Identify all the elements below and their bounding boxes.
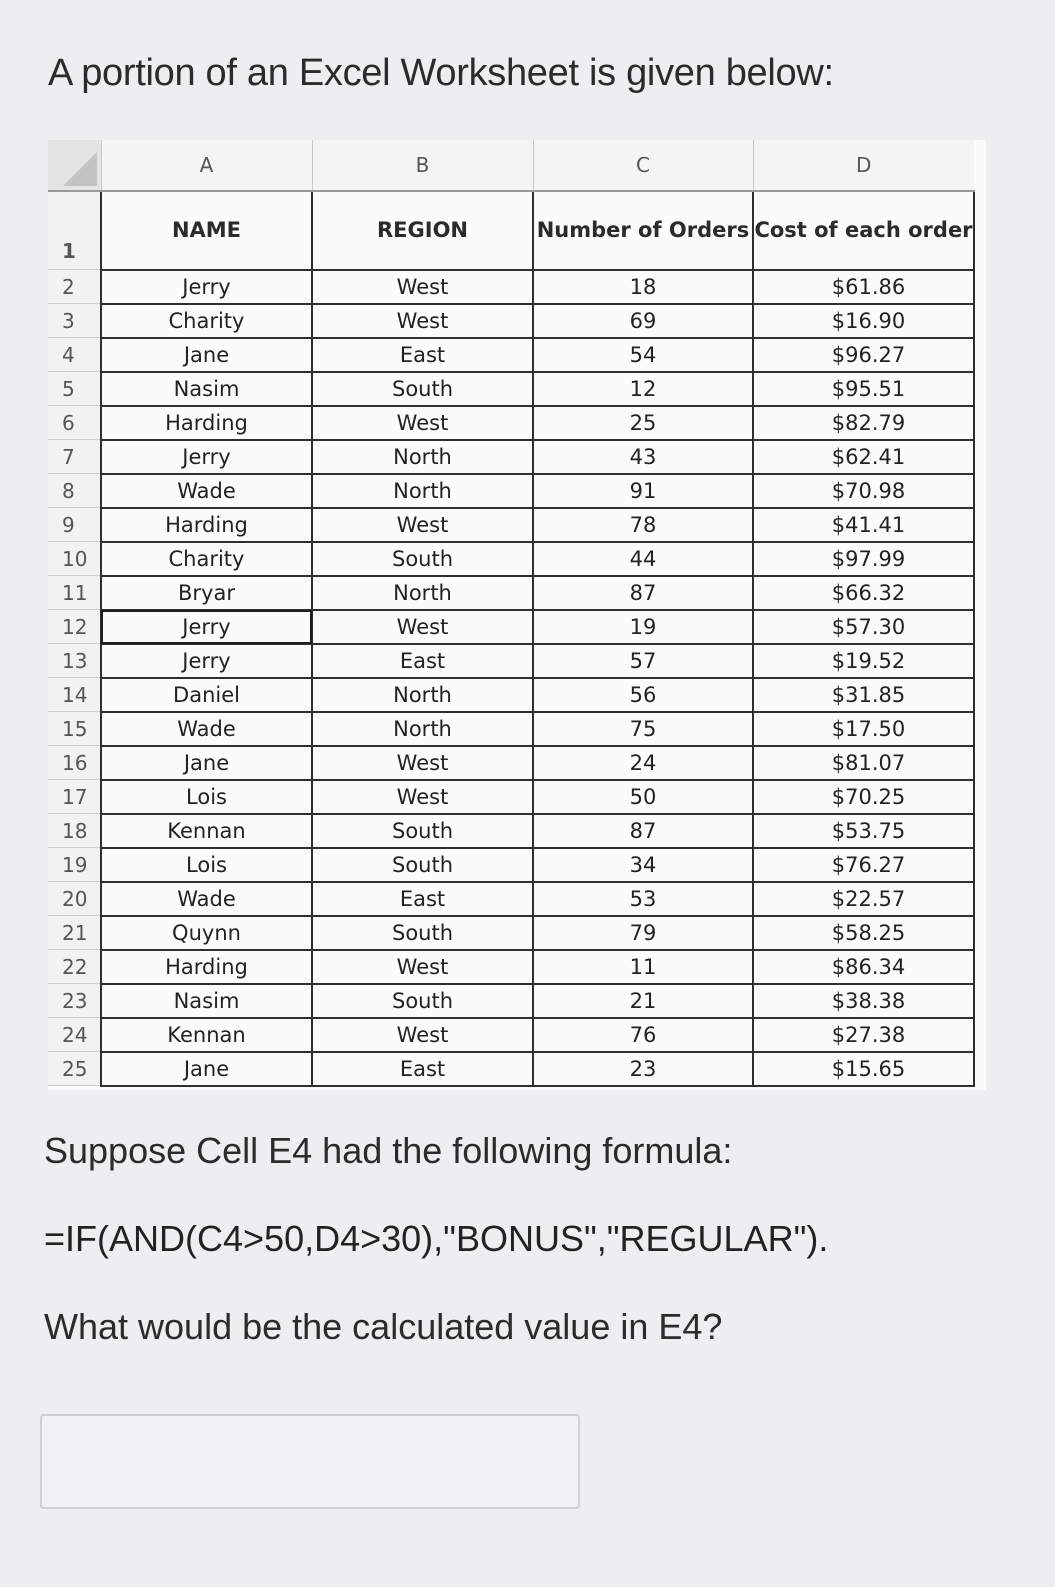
cell-name[interactable]: Nasim	[101, 984, 312, 1018]
row-number: 15	[48, 712, 101, 746]
cell-orders[interactable]: 87	[533, 576, 753, 610]
cell-orders[interactable]: 56	[533, 678, 753, 712]
cell-orders[interactable]: 91	[533, 474, 753, 508]
cell-region[interactable]: South	[312, 916, 533, 950]
table-row	[48, 678, 974, 712]
cell-orders[interactable]: 43	[533, 440, 753, 474]
cell-cost[interactable]: $17.50	[753, 712, 974, 746]
cell-cost[interactable]: $57.30	[753, 610, 974, 644]
table-row	[48, 338, 974, 372]
cell-cost[interactable]: $61.86	[753, 270, 974, 304]
cell-region[interactable]: East	[312, 644, 533, 678]
table-row	[48, 508, 974, 542]
cell-orders[interactable]: 34	[533, 848, 753, 882]
cell-cost[interactable]: $15.65	[753, 1052, 974, 1086]
cell-cost[interactable]: $53.75	[753, 814, 974, 848]
table-row	[48, 746, 974, 780]
cell-name[interactable]: Wade	[101, 712, 312, 746]
cell-cost[interactable]: $41.41	[753, 508, 974, 542]
cell-cost[interactable]: $81.07	[753, 746, 974, 780]
cell-orders[interactable]: 18	[533, 270, 753, 304]
cell-name[interactable]: Kennan	[101, 1018, 312, 1052]
cell-region[interactable]: North	[312, 712, 533, 746]
cell-name[interactable]: Harding	[101, 406, 312, 440]
cell-region[interactable]: South	[312, 542, 533, 576]
cell-orders[interactable]: 11	[533, 950, 753, 984]
cell-region[interactable]: North	[312, 440, 533, 474]
row-number: 12	[48, 610, 101, 644]
header-region: REGION	[312, 191, 533, 270]
row-number: 5	[48, 372, 101, 406]
cell-orders[interactable]: 79	[533, 916, 753, 950]
worksheet-body	[48, 191, 974, 1086]
row-number: 18	[48, 814, 101, 848]
row-number: 22	[48, 950, 101, 984]
cell-name[interactable]: Nasim	[101, 372, 312, 406]
cell-orders[interactable]: 53	[533, 882, 753, 916]
table-row	[48, 780, 974, 814]
header-cost: Cost of each order	[753, 191, 974, 270]
cell-orders[interactable]: 69	[533, 304, 753, 338]
table-row	[48, 304, 974, 338]
cell-cost[interactable]: $58.25	[753, 916, 974, 950]
cell-orders[interactable]: 76	[533, 1018, 753, 1052]
cell-region[interactable]: South	[312, 984, 533, 1018]
cell-cost[interactable]: $31.85	[753, 678, 974, 712]
row-number: 17	[48, 780, 101, 814]
cell-name[interactable]: Jerry	[101, 610, 312, 644]
cell-cost[interactable]: $82.79	[753, 406, 974, 440]
cell-region[interactable]: West	[312, 508, 533, 542]
cell-cost[interactable]: $62.41	[753, 440, 974, 474]
cell-region[interactable]: West	[312, 780, 533, 814]
column-header-row	[48, 140, 974, 191]
table-row	[48, 406, 974, 440]
cell-orders[interactable]: 21	[533, 984, 753, 1018]
answer-input[interactable]	[40, 1414, 580, 1509]
cell-name[interactable]: Lois	[101, 780, 312, 814]
cell-cost[interactable]: $97.99	[753, 542, 974, 576]
cell-name[interactable]: Quynn	[101, 916, 312, 950]
cell-orders[interactable]: 75	[533, 712, 753, 746]
row-number: 2	[48, 270, 101, 304]
table-row	[48, 474, 974, 508]
question-title: A portion of an Excel Worksheet is given below:	[48, 52, 834, 94]
cell-name[interactable]: Jerry	[101, 644, 312, 678]
cell-orders[interactable]: 44	[533, 542, 753, 576]
cell-name[interactable]: Jane	[101, 1052, 312, 1086]
column-letter-b: B	[312, 140, 533, 191]
row-number: 19	[48, 848, 101, 882]
cell-orders[interactable]: 57	[533, 644, 753, 678]
cell-name[interactable]: Daniel	[101, 678, 312, 712]
cell-region[interactable]: South	[312, 814, 533, 848]
cell-orders[interactable]: 54	[533, 338, 753, 372]
table-row	[48, 712, 974, 746]
cell-cost[interactable]: $27.38	[753, 1018, 974, 1052]
cell-name[interactable]: Harding	[101, 508, 312, 542]
cell-region[interactable]: East	[312, 338, 533, 372]
row-number: 23	[48, 984, 101, 1018]
cell-cost[interactable]: $86.34	[753, 950, 974, 984]
row-number: 11	[48, 576, 101, 610]
table-row	[48, 1018, 974, 1052]
table-row	[48, 848, 974, 882]
cell-region[interactable]: North	[312, 576, 533, 610]
cell-orders[interactable]: 19	[533, 610, 753, 644]
cell-name[interactable]: Wade	[101, 882, 312, 916]
cell-name[interactable]: Lois	[101, 848, 312, 882]
row-number: 4	[48, 338, 101, 372]
column-letter-a: A	[101, 140, 312, 191]
row-number: 8	[48, 474, 101, 508]
table-row	[48, 916, 974, 950]
table-row	[48, 372, 974, 406]
column-letter-d: D	[753, 140, 974, 191]
table-row	[48, 440, 974, 474]
cell-cost[interactable]: $66.32	[753, 576, 974, 610]
cell-region[interactable]: West	[312, 406, 533, 440]
cell-region[interactable]: West	[312, 610, 533, 644]
cell-cost[interactable]: $76.27	[753, 848, 974, 882]
cell-region[interactable]: South	[312, 372, 533, 406]
cell-orders[interactable]: 78	[533, 508, 753, 542]
cell-orders[interactable]: 50	[533, 780, 753, 814]
row-number: 1	[48, 191, 101, 270]
cell-orders[interactable]: 25	[533, 406, 753, 440]
cell-region[interactable]: West	[312, 746, 533, 780]
cell-name[interactable]: Jane	[101, 338, 312, 372]
cell-name[interactable]: Charity	[101, 542, 312, 576]
cell-region[interactable]: North	[312, 678, 533, 712]
row-number: 24	[48, 1018, 101, 1052]
row-number: 6	[48, 406, 101, 440]
row-number: 14	[48, 678, 101, 712]
table-row	[48, 644, 974, 678]
cell-name[interactable]: Jerry	[101, 270, 312, 304]
select-all-corner	[48, 140, 101, 191]
cell-region[interactable]: North	[312, 474, 533, 508]
row-number: 7	[48, 440, 101, 474]
cell-orders[interactable]: 87	[533, 814, 753, 848]
worksheet-image	[48, 140, 986, 1090]
cell-region[interactable]: West	[312, 304, 533, 338]
table-row	[48, 610, 974, 644]
table-row	[48, 270, 974, 304]
cell-cost[interactable]: $19.52	[753, 644, 974, 678]
row-number: 13	[48, 644, 101, 678]
row-number: 3	[48, 304, 101, 338]
cell-cost[interactable]: $95.51	[753, 372, 974, 406]
table-row	[48, 814, 974, 848]
cell-orders[interactable]: 12	[533, 372, 753, 406]
table-row	[48, 950, 974, 984]
cell-name[interactable]: Jane	[101, 746, 312, 780]
cell-region[interactable]: West	[312, 270, 533, 304]
cell-cost[interactable]: $22.57	[753, 882, 974, 916]
column-letter-c: C	[533, 140, 753, 191]
question-text: What would be the calculated value in E4?	[44, 1306, 723, 1347]
cell-name[interactable]: Bryar	[101, 576, 312, 610]
cell-cost[interactable]: $16.90	[753, 304, 974, 338]
header-name: NAME	[101, 191, 312, 270]
row-number: 9	[48, 508, 101, 542]
cell-region[interactable]: West	[312, 950, 533, 984]
row-number: 16	[48, 746, 101, 780]
cell-name[interactable]: Jerry	[101, 440, 312, 474]
row-number: 10	[48, 542, 101, 576]
row-number: 21	[48, 916, 101, 950]
worksheet-table	[48, 140, 975, 1087]
cell-region[interactable]: South	[312, 848, 533, 882]
cell-orders[interactable]: 24	[533, 746, 753, 780]
cell-name[interactable]: Charity	[101, 304, 312, 338]
table-row	[48, 984, 974, 1018]
table-row	[48, 576, 974, 610]
table-row	[48, 542, 974, 576]
cell-orders[interactable]: 23	[533, 1052, 753, 1086]
cell-region[interactable]: West	[312, 1018, 533, 1052]
header-orders: Number of Orders	[533, 191, 753, 270]
cell-name[interactable]: Harding	[101, 950, 312, 984]
cell-cost[interactable]: $96.27	[753, 338, 974, 372]
header-row	[48, 191, 974, 270]
cell-region[interactable]: East	[312, 882, 533, 916]
row-number: 20	[48, 882, 101, 916]
cell-region[interactable]: East	[312, 1052, 533, 1086]
cell-cost[interactable]: $70.98	[753, 474, 974, 508]
cell-name[interactable]: Kennan	[101, 814, 312, 848]
formula-text: =IF(AND(C4>50,D4>30),"BONUS","REGULAR").	[44, 1218, 829, 1259]
table-row	[48, 882, 974, 916]
cell-cost[interactable]: $38.38	[753, 984, 974, 1018]
cell-cost[interactable]: $70.25	[753, 780, 974, 814]
cell-name[interactable]: Wade	[101, 474, 312, 508]
formula-prompt: Suppose Cell E4 had the following formula:	[44, 1130, 733, 1171]
row-number: 25	[48, 1052, 101, 1086]
table-row	[48, 1052, 974, 1086]
